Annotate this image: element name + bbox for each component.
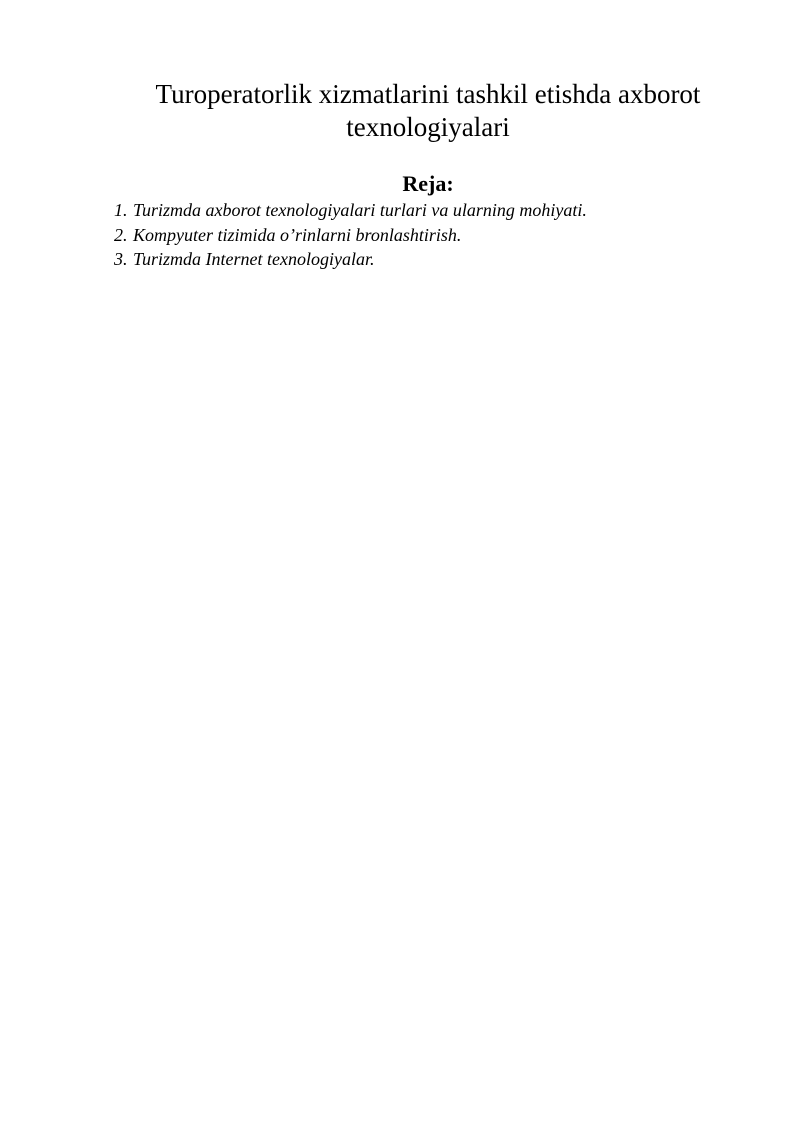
- plan-item-text: Turizmda Internet texnologiyalar.: [133, 249, 375, 269]
- plan-item-text: Kompyuter tizimida o’rinlarni bronlashtirish.: [133, 224, 462, 245]
- plan-item-number: 1.: [114, 200, 128, 220]
- plan-item-1: [114, 198, 587, 223]
- document-title: Turoperatorlik xizmatlarini tashkil etishda axborot texnologiyalari: [155, 79, 701, 142]
- plan-item-number: 3.: [114, 249, 128, 269]
- plan-item-2: [114, 223, 587, 248]
- plan-item-3: [114, 247, 587, 272]
- plan-item-text: Turizmda axborot texnologiyalari turlari va ularning mohiyati.: [133, 200, 587, 220]
- plan-heading: Reja:: [402, 171, 454, 196]
- plan-item-number: 2.: [114, 224, 128, 245]
- plan-list: [114, 198, 587, 272]
